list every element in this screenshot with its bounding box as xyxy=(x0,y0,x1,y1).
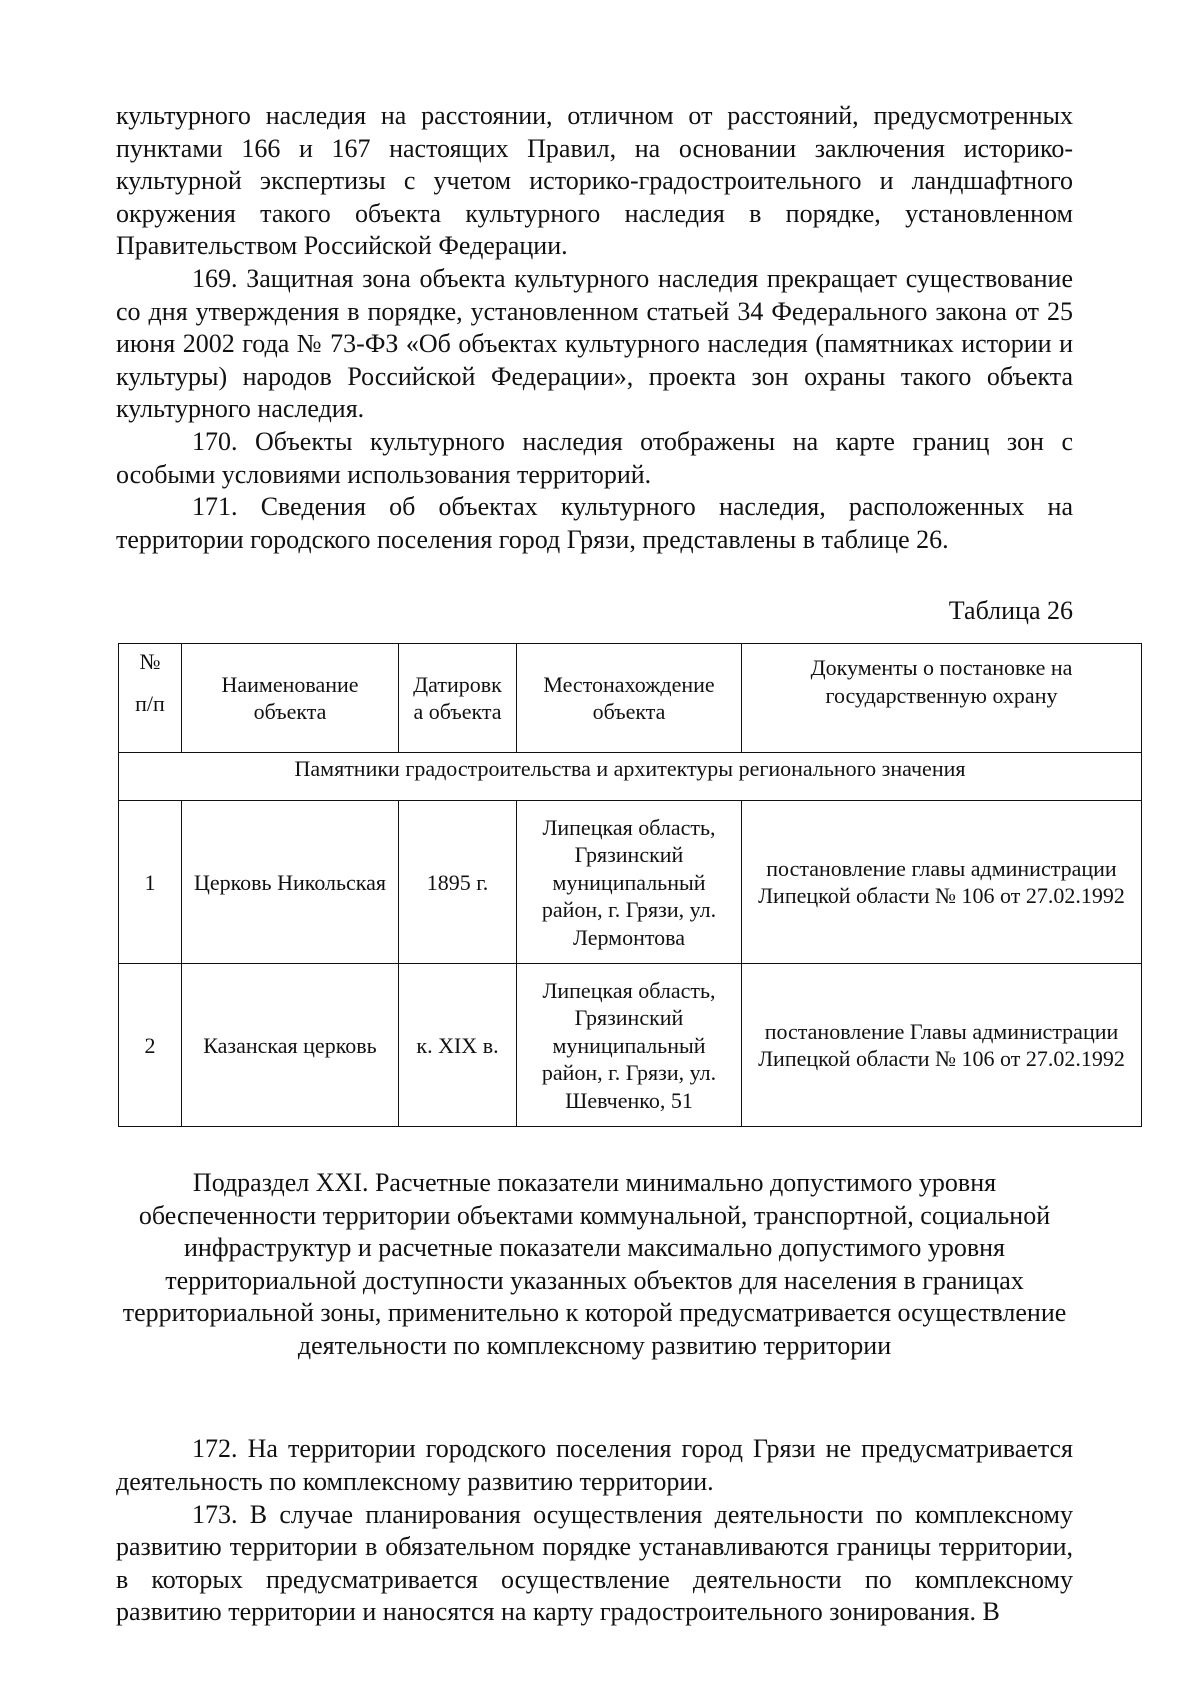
paragraph-172: 172. На территории городского поселения город Грязи не предусматривается деятельность по комплексному развитию территории. xyxy=(116,1434,1073,1496)
cell-documents: постановление Главы администрации Липецкой области № 106 от 27.02.1992 xyxy=(742,964,1142,1127)
table-row xyxy=(119,801,1142,964)
paragraph-continuation: культурного наследия на расстоянии, отличном от расстояний, предусмотренных пунктами 166 и 167 настоящих Правил, на основании заключения историко-культурной экспертизы с учетом историко-градостроительного и ландшафтного окружения такого объекта культурного наследия в порядке, установленном Правительством Российской Федерации. xyxy=(116,101,1073,261)
paragraph-171: 171. Сведения об объектах культурного наследия, расположенных на территории городского поселения город Грязи, представлены в таблице 26. xyxy=(116,492,1073,554)
cell-number: 1 xyxy=(119,801,182,964)
heritage-objects-table xyxy=(118,643,1142,1127)
table-caption: Таблица 26 xyxy=(948,596,1073,626)
table-header-row xyxy=(119,644,1142,753)
header-location: Местонахождение объекта xyxy=(517,644,742,753)
table-section-title: Памятники градостроительства и архитектуры регионального значения xyxy=(119,753,1142,801)
subsection-heading: Подраздел XXI. Расчетные показатели минимально допустимого уровня обеспеченности территории объектами коммунальной, транспортной, социальной инфраструктур и расчетные показатели максимально допустимого уровня территориальной доступности указанных объектов для населения в границах территориальной зоны, применительно к которой предусматривается осуществление деятельности по комплексному развитию территории xyxy=(122,1168,1067,1360)
cell-number: 2 xyxy=(119,964,182,1127)
cell-date: 1895 г. xyxy=(399,801,517,964)
cell-name: Казанская церковь xyxy=(182,964,399,1127)
cell-documents: постановление главы администрации Липецкой области № 106 от 27.02.1992 xyxy=(742,801,1142,964)
cell-name: Церковь Никольская xyxy=(182,801,399,964)
paragraph-173: 173. В случае планирования осуществления деятельности по комплексному развитию территории в обязательном порядке устанавливаются границы территории, в которых предусматривается осуществление деятельности по комплексному развитию территории и наносятся на карту градостроительного зонирования. В xyxy=(116,1499,1073,1627)
header-date: Датировк а объекта xyxy=(399,644,517,753)
header-documents: Документы о постановке на государственную охрану xyxy=(742,644,1142,753)
paragraph-169: 169. Защитная зона объекта культурного наследия прекращает существование со дня утверждения в порядке, установленном статьей 34 Федерального закона от 25 июня 2002 года № 73-ФЗ «Об объектах культурного наследия (памятниках истории и культуры) народов Российской Федерации», проекта зон охраны такого объекта культурного наследия. xyxy=(116,263,1073,424)
cell-location: Липецкая область, Грязинский муниципальный район, г. Грязи, ул. Лермонтова xyxy=(517,801,742,964)
table-row xyxy=(119,964,1142,1127)
table-section-row xyxy=(119,753,1142,801)
header-number-pp: п/п xyxy=(135,690,165,716)
header-name: Наименование объекта xyxy=(182,644,399,753)
header-number-symbol: № xyxy=(139,649,161,675)
paragraph-170: 170. Объекты культурного наследия отображены на карте границ зон с особыми условиями использования территорий. xyxy=(116,426,1073,489)
cell-date: к. XIX в. xyxy=(399,964,517,1127)
header-number xyxy=(119,644,182,753)
spacer xyxy=(116,1362,1073,1433)
cell-location: Липецкая область, Грязинский муниципальный район, г. Грязи, ул. Шевченко, 51 xyxy=(517,964,742,1127)
